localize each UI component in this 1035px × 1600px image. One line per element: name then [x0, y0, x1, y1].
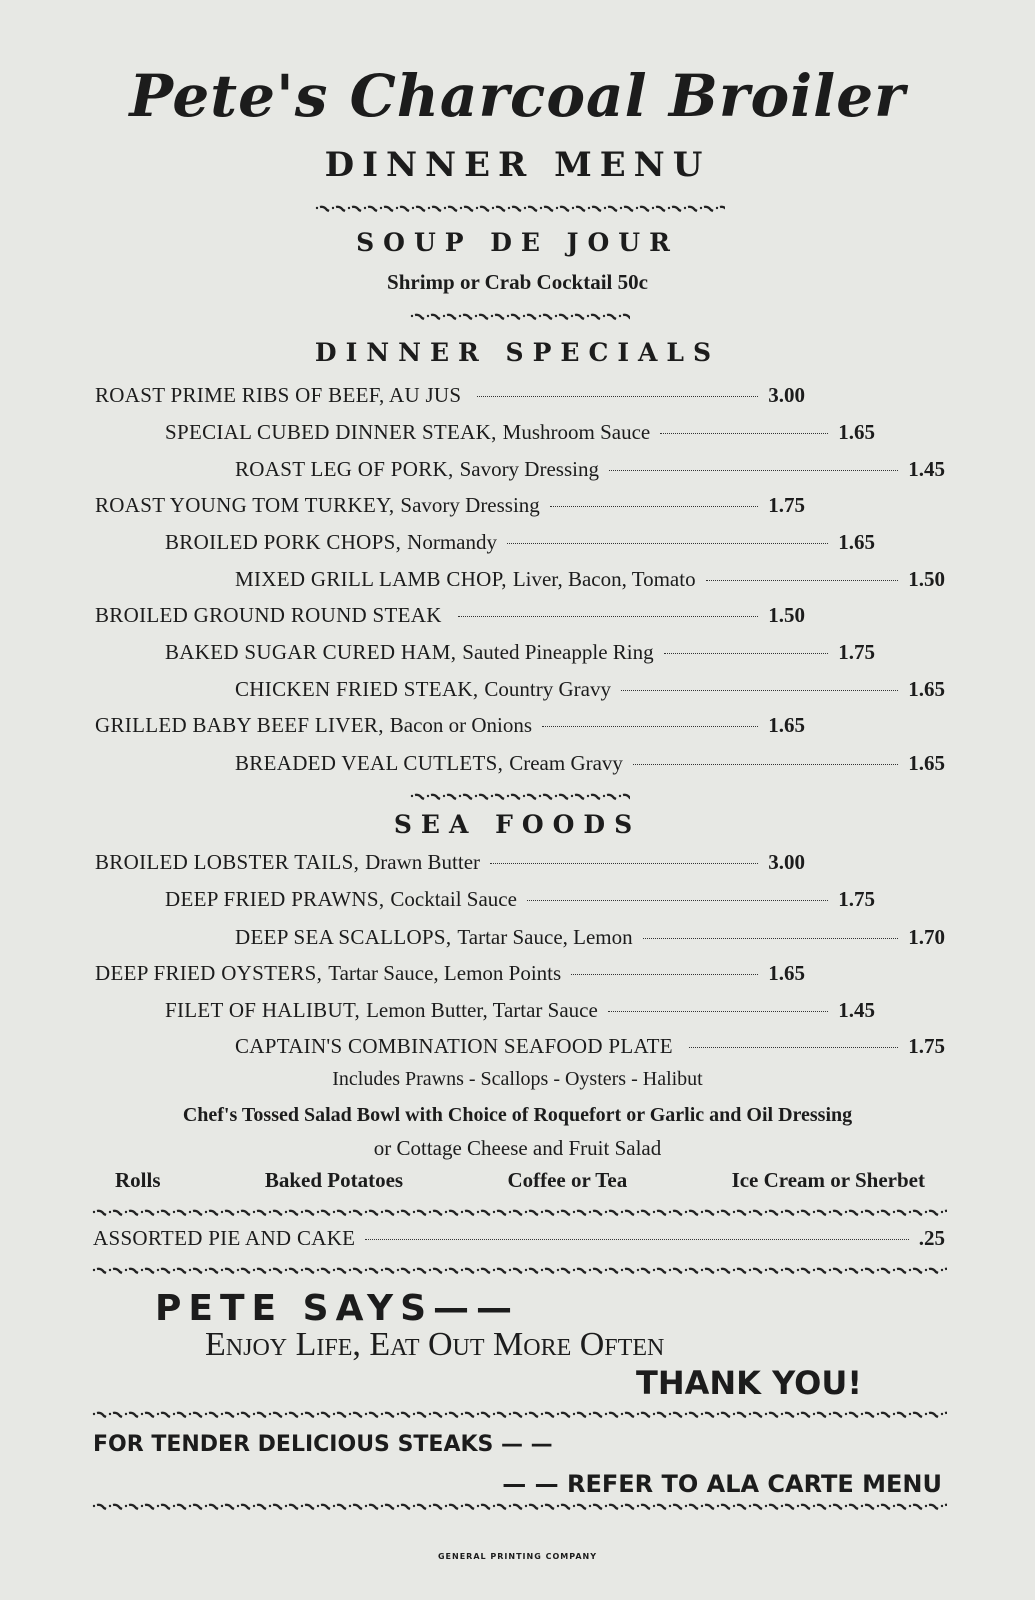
item-description: Country Gravy [484, 677, 611, 701]
specials-heading: DINNER SPECIALS [314, 338, 721, 367]
dot-leader [633, 764, 898, 765]
dot-leader [550, 506, 758, 507]
wave-divider [92, 1264, 947, 1278]
menu-item-row [95, 961, 805, 991]
item-price: 1.65 [908, 751, 945, 775]
soup-heading: SOUP DE JOUR [356, 228, 679, 257]
salad-line-1: Chef's Tossed Salad Bowl with Choice of Roquefort or Garlic and Oil Dressing [182, 1104, 853, 1126]
item-name: BREADED VEAL CUTLETS, [235, 751, 504, 775]
dot-leader [477, 396, 758, 397]
item-description: Savory Dressing [459, 457, 599, 481]
item-name: BROILED PORK CHOPS, [165, 530, 402, 554]
menu-item-row [95, 383, 805, 413]
item-description: Sauted Pineapple Ring [462, 640, 654, 664]
item-name: DEEP FRIED OYSTERS, [95, 961, 323, 985]
sides-row [115, 1168, 925, 1193]
wave-divider [92, 1408, 947, 1422]
dot-leader [527, 900, 828, 901]
item-price: 1.45 [838, 998, 875, 1022]
dot-leader [507, 543, 828, 544]
item-price: 1.65 [838, 420, 875, 444]
item-name: CAPTAIN'S COMBINATION SEAFOOD PLATE [235, 1034, 673, 1058]
wave-divider [410, 310, 630, 324]
menu-item-row [165, 530, 875, 560]
item-name: BROILED GROUND ROUND STEAK [95, 603, 442, 627]
dot-leader [365, 1239, 908, 1240]
dot-leader [660, 433, 828, 434]
menu-item-row [95, 493, 805, 523]
thank-you: THANK YOU! [636, 1364, 862, 1402]
menu-item-row [235, 1034, 945, 1064]
menu-item-row [235, 677, 945, 707]
item-price: 3.00 [768, 383, 805, 407]
item-name: ROAST LEG OF PORK, [235, 457, 454, 481]
item-price: 1.50 [768, 603, 805, 627]
menu-item-row [235, 567, 945, 597]
dot-leader [706, 580, 899, 581]
item-price: 1.65 [768, 961, 805, 985]
item-name: CHICKEN FRIED STEAK, [235, 677, 479, 701]
wave-divider [92, 1500, 947, 1514]
side-item: Coffee or Tea [507, 1168, 628, 1192]
dot-leader [689, 1047, 898, 1048]
item-description: Tartar Sauce, Lemon Points [328, 961, 562, 985]
side-item: Baked Potatoes [264, 1168, 404, 1192]
item-description: Bacon or Onions [389, 713, 533, 737]
dot-leader [664, 653, 829, 654]
tender-steaks-line: FOR TENDER DELICIOUS STEAKS — — [93, 1432, 553, 1457]
item-name: BAKED SUGAR CURED HAM, [165, 640, 457, 664]
refer-line: — — REFER TO ALA CARTE MENU [502, 1470, 942, 1498]
item-name: FILET OF HALIBUT, [165, 998, 361, 1022]
item-price: 1.65 [908, 677, 945, 701]
wave-divider [92, 1206, 947, 1220]
dot-leader [643, 938, 899, 939]
item-description: Liver, Bacon, Tomato [512, 567, 696, 591]
dot-leader [621, 690, 898, 691]
dot-leader [458, 616, 759, 617]
item-price: 1.65 [838, 530, 875, 554]
item-name: ROAST PRIME RIBS OF BEEF, AU JUS [95, 383, 462, 407]
item-description: Normandy [407, 530, 497, 554]
item-price: 1.65 [768, 713, 805, 737]
menu-item-row [95, 603, 805, 633]
item-price: 1.70 [908, 925, 945, 949]
item-name: SPECIAL CUBED DINNER STEAK, [165, 420, 497, 444]
dot-leader [608, 1011, 828, 1012]
menu-item-row [235, 751, 945, 781]
dot-leader [609, 470, 898, 471]
dot-leader [571, 974, 758, 975]
item-description: Cream Gravy [509, 751, 623, 775]
side-item: Rolls [115, 1168, 161, 1192]
dessert-price: .25 [918, 1226, 945, 1250]
dessert-row [93, 1226, 945, 1256]
soup-line: Shrimp or Crab Cocktail 50c [387, 270, 648, 294]
menu-item-row [165, 640, 875, 670]
enjoy-slogan: Enjoy Life, Eat Out More Often [205, 1326, 665, 1363]
dot-leader [542, 726, 758, 727]
dot-leader [490, 863, 758, 864]
menu-item-row [235, 925, 945, 955]
printer-credit: GENERAL PRINTING COMPANY [437, 1552, 598, 1561]
item-price: 1.45 [908, 457, 945, 481]
item-description: Cocktail Sauce [390, 887, 517, 911]
item-price: 1.75 [908, 1034, 945, 1058]
item-name: DEEP SEA SCALLOPS, [235, 925, 452, 949]
dessert-name: ASSORTED PIE AND CAKE [93, 1226, 356, 1250]
item-price: 3.00 [768, 850, 805, 874]
item-description: Lemon Butter, Tartar Sauce [366, 998, 598, 1022]
menu-item-row [95, 850, 805, 880]
item-description: Mushroom Sauce [502, 420, 651, 444]
item-price: 1.75 [838, 640, 875, 664]
item-price: 1.75 [768, 493, 805, 517]
menu-item-row [235, 457, 945, 487]
menu-subtitle: DINNER MENU [324, 145, 711, 185]
menu-item-row [165, 998, 875, 1028]
item-name: ROAST YOUNG TOM TURKEY, [95, 493, 395, 517]
wave-divider [315, 202, 725, 216]
salad-line-2: or Cottage Cheese and Fruit Salad [373, 1136, 662, 1160]
menu-item-row [165, 420, 875, 450]
item-name: BROILED LOBSTER TAILS, [95, 850, 360, 874]
pete-says: PETE SAYS—— [155, 1288, 519, 1329]
menu-item-row [95, 713, 805, 743]
combo-note: Includes Prawns - Scallops - Oysters - Halibut [332, 1068, 703, 1090]
restaurant-title: Pete's Charcoal Broiler [129, 62, 906, 130]
item-description: Tartar Sauce, Lemon [457, 925, 633, 949]
side-item: Ice Cream or Sherbet [731, 1168, 925, 1192]
seafoods-heading: SEA FOODS [393, 810, 642, 839]
item-name: DEEP FRIED PRAWNS, [165, 887, 385, 911]
item-price: 1.75 [838, 887, 875, 911]
item-price: 1.50 [908, 567, 945, 591]
item-name: GRILLED BABY BEEF LIVER, [95, 713, 384, 737]
item-name: MIXED GRILL LAMB CHOP, [235, 567, 507, 591]
menu-item-row [165, 887, 875, 917]
item-description: Savory Dressing [400, 493, 540, 517]
wave-divider [410, 790, 630, 804]
item-description: Drawn Butter [365, 850, 481, 874]
